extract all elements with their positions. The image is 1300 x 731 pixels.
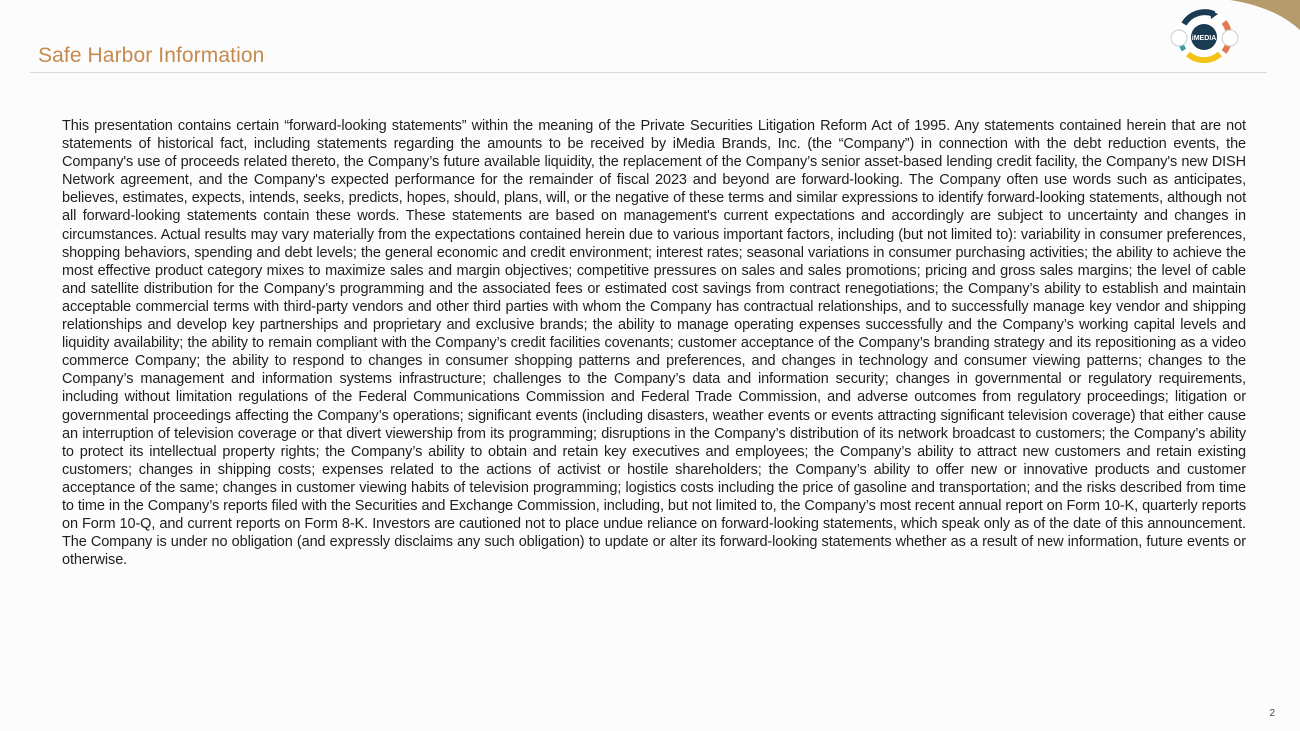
imedia-logo	[1166, 4, 1242, 70]
title-divider	[30, 72, 1267, 73]
page-number: 2	[1269, 708, 1275, 719]
logo-text: iMEDIA	[1191, 35, 1217, 42]
safe-harbor-paragraph: This presentation contains certain “forward-looking statements” within the meaning of the Private Securities Litigation Reform Act of 1995. Any statements contained herein that are not statements of historical fact, including statements regarding the amounts to be received by iMedia Brands, Inc. (the “Company”) in connection with the debt reduction events, the Company's use of proceeds related thereto, the Company’s future available liquidity, the replacement of the Company’s senior asset-based lending credit facility, the Company's new DISH Network agreement, and the Company's expected performance for the remainder of fiscal 2023 and beyond are forward-looking. The Company often use words such as anticipates, believes, estimates, expects, intends, seeks, predicts, hopes, should, plans, will, or the negative of these terms and similar expressions to identify forward-looking statements, although not all forward-looking statements contain these words. These statements are based on management's current expectations and accordingly are subject to uncertainty and changes in circumstances. Actual results may vary materially from the expectations contained herein due to various important factors, including (but not limited to): variability in consumer preferences, shopping behaviors, spending and debt levels; the general economic and credit environment; interest rates; seasonal variations in consumer purchasing activities; the ability to achieve the most effective product category mixes to maximize sales and margin objectives; competitive pressures on sales and sales promotions; pricing and gross sales margins; the level of cable and satellite distribution for the Company’s programming and the associated fees or estimated cost savings from contract renegotiations; the Company’s ability to establish and maintain acceptable commercial terms with third-party vendors and other third parties with whom the Company has contractual relationships, and to successfully manage key vendor and shipping relationships and develop key partnerships and proprietary and exclusive brands; the ability to manage operating expenses successfully and the Company’s working capital levels and liquidity availability; the ability to remain compliant with the Company’s credit facilities covenants; customer acceptance of the Company’s branding strategy and its repositioning as a video commerce Company; the ability to respond to changes in consumer shopping patterns and preferences, and changes in technology and consumer viewing patterns; changes to the Company’s management and information systems infrastructure; challenges to the Company’s data and information security; changes in governmental or regulatory requirements, including without limitation regulations of the Federal Communications Commission and Federal Trade Commission, and adverse outcomes from regulatory proceedings; litigation or governmental proceedings affecting the Company’s operations; significant events (including disasters, weather events or events attracting significant television coverage) that either cause an interruption of television coverage or that divert viewership from its programming; disruptions in the Company’s distribution of its network broadcast to customers; the Company’s ability to protect its intellectual property rights; the Company’s ability to obtain and retain key executives and employees; the Company’s ability to attract new customers and retain existing customers; changes in shipping costs; expenses related to the actions of activist or hostile shareholders; the Company’s ability to offer new or innovative products and customer acceptance of the same; changes in customer viewing habits of television programming; logistics costs including the price of gasoline and transportation; and the risks described from time to time in the Company’s reports filed with the Securities and Exchange Commission, including, but not limited to, the Company’s most recent annual report on Form 10-K, quarterly reports on Form 10-Q, and current reports on Form 8-K. Investors are cautioned not to place undue reliance on forward-looking statements, which speak only as of the date of this announcement. The Company is under no obligation (and expressly disclaims any such obligation) to update or alter its forward-looking statements whether as a result of new information, future events or otherwise.	[62, 118, 1246, 569]
slide-title: Safe Harbor Information	[38, 44, 265, 67]
